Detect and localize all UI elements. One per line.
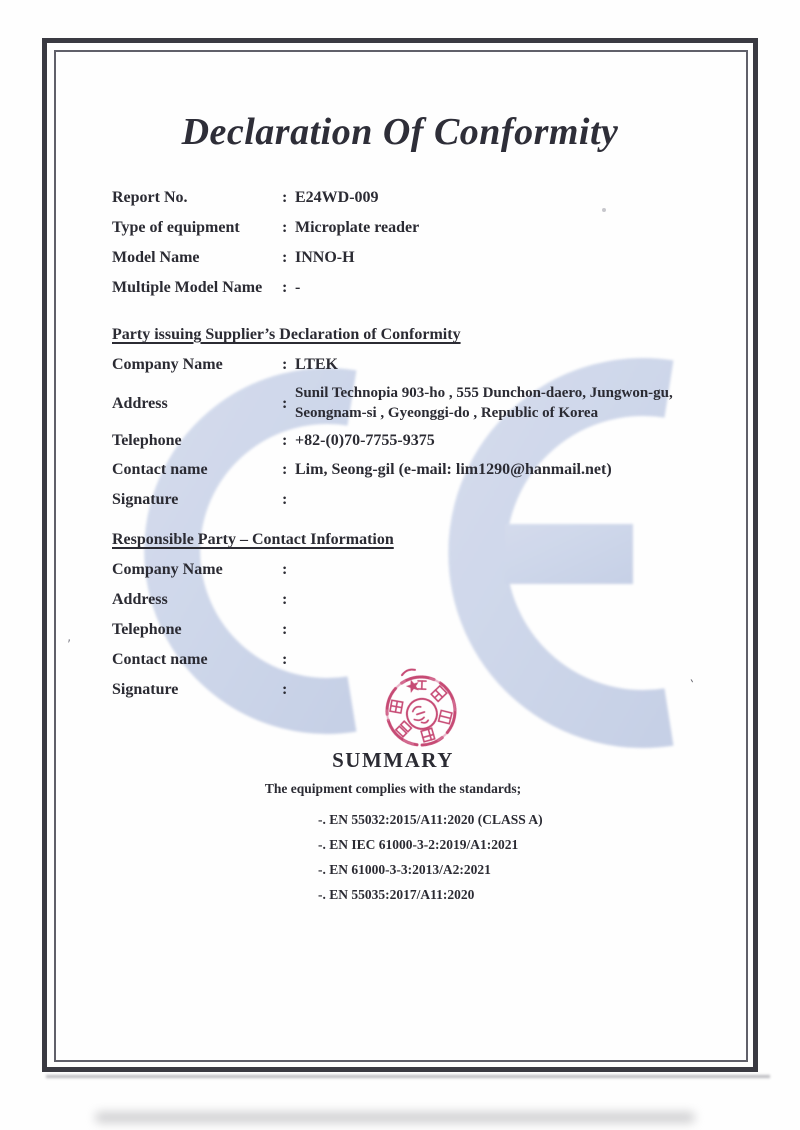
field-colon: : <box>282 279 288 296</box>
address-line-1: Sunil Technopia 903-ho , 555 Dunchon-daero, Jungwon-gu, <box>295 385 673 401</box>
standard-item: -. EN 55035:2017/A11:2020 <box>318 887 475 902</box>
field-label: Contact name <box>112 651 208 668</box>
field-colon: : <box>282 432 288 449</box>
field-label: Telephone <box>112 432 182 449</box>
supplier-section-heading: Party issuing Supplier’s Declaration of Conformity <box>112 326 461 343</box>
responsible-party-section <box>112 531 748 711</box>
field-label: Company Name <box>112 356 223 373</box>
supplier-section <box>112 326 748 521</box>
field-label: Company Name <box>112 561 223 578</box>
field-label: Model Name <box>112 249 200 266</box>
supplier-row-address <box>112 384 748 423</box>
field-value: INNO-H <box>295 249 355 266</box>
field-label: Address <box>112 395 168 412</box>
equipment-info-block <box>112 189 748 309</box>
field-label: Multiple Model Name <box>112 279 263 296</box>
field-value: +82-(0)70-7755-9375 <box>295 432 435 449</box>
field-value: - <box>295 279 301 296</box>
responsible-row-company <box>112 561 748 578</box>
field-colon: : <box>282 461 288 478</box>
field-label: Signature <box>112 681 179 698</box>
field-label: Report No. <box>112 189 188 206</box>
field-label: Type of equipment <box>112 219 240 236</box>
scan-speck: ` <box>686 678 696 695</box>
field-colon: : <box>282 561 288 578</box>
field-label: Contact name <box>112 461 208 478</box>
responsible-row-signature <box>112 681 748 698</box>
field-colon: : <box>282 651 288 668</box>
summary-section <box>0 748 786 797</box>
field-colon: : <box>282 249 288 266</box>
info-row-report-no <box>112 189 748 206</box>
field-value: E24WD-009 <box>295 189 379 206</box>
field-colon: : <box>282 356 288 373</box>
responsible-section-heading: Responsible Party – Contact Information <box>112 531 394 548</box>
field-colon: : <box>282 621 288 638</box>
standard-item: -. EN 61000-3-3:2013/A2:2021 <box>318 862 491 877</box>
info-row-model-name <box>112 249 748 266</box>
field-value <box>295 384 748 423</box>
supplier-row-company <box>112 356 748 373</box>
field-colon: : <box>282 681 288 698</box>
field-colon: : <box>282 591 288 608</box>
standards-list <box>318 813 543 913</box>
field-label: Signature <box>112 491 179 508</box>
responsible-row-address <box>112 591 748 608</box>
field-colon: : <box>282 189 288 206</box>
field-label: Telephone <box>112 621 182 638</box>
document-title: Declaration Of Conformity <box>181 111 619 153</box>
field-colon: : <box>282 219 288 236</box>
standard-item: -. EN 55032:2015/A11:2020 (CLASS A) <box>318 812 543 827</box>
field-colon: : <box>282 395 288 412</box>
scan-speck: ʼ <box>67 638 72 653</box>
field-value: LTEK <box>295 356 338 373</box>
field-value: Lim, Seong-gil (e-mail: lim1290@hanmail.net) <box>295 461 612 478</box>
supplier-row-telephone <box>112 432 748 449</box>
standard-item: -. EN IEC 61000-3-2:2019/A1:2021 <box>318 837 519 852</box>
field-label: Address <box>112 591 168 608</box>
supplier-row-contact <box>112 461 748 478</box>
supplier-row-signature <box>112 491 748 508</box>
summary-intro: The equipment complies with the standards; <box>264 781 522 796</box>
info-row-equipment-type <box>112 219 748 236</box>
field-colon: : <box>282 491 288 508</box>
address-line-2: Seongnam-si , Gyeonggi-do , Republic of Korea <box>295 404 599 421</box>
info-row-multiple-model-name <box>112 279 748 296</box>
summary-heading: SUMMARY <box>332 748 454 772</box>
responsible-row-contact <box>112 651 748 668</box>
field-value: Microplate reader <box>295 219 420 236</box>
responsible-row-telephone <box>112 621 748 638</box>
